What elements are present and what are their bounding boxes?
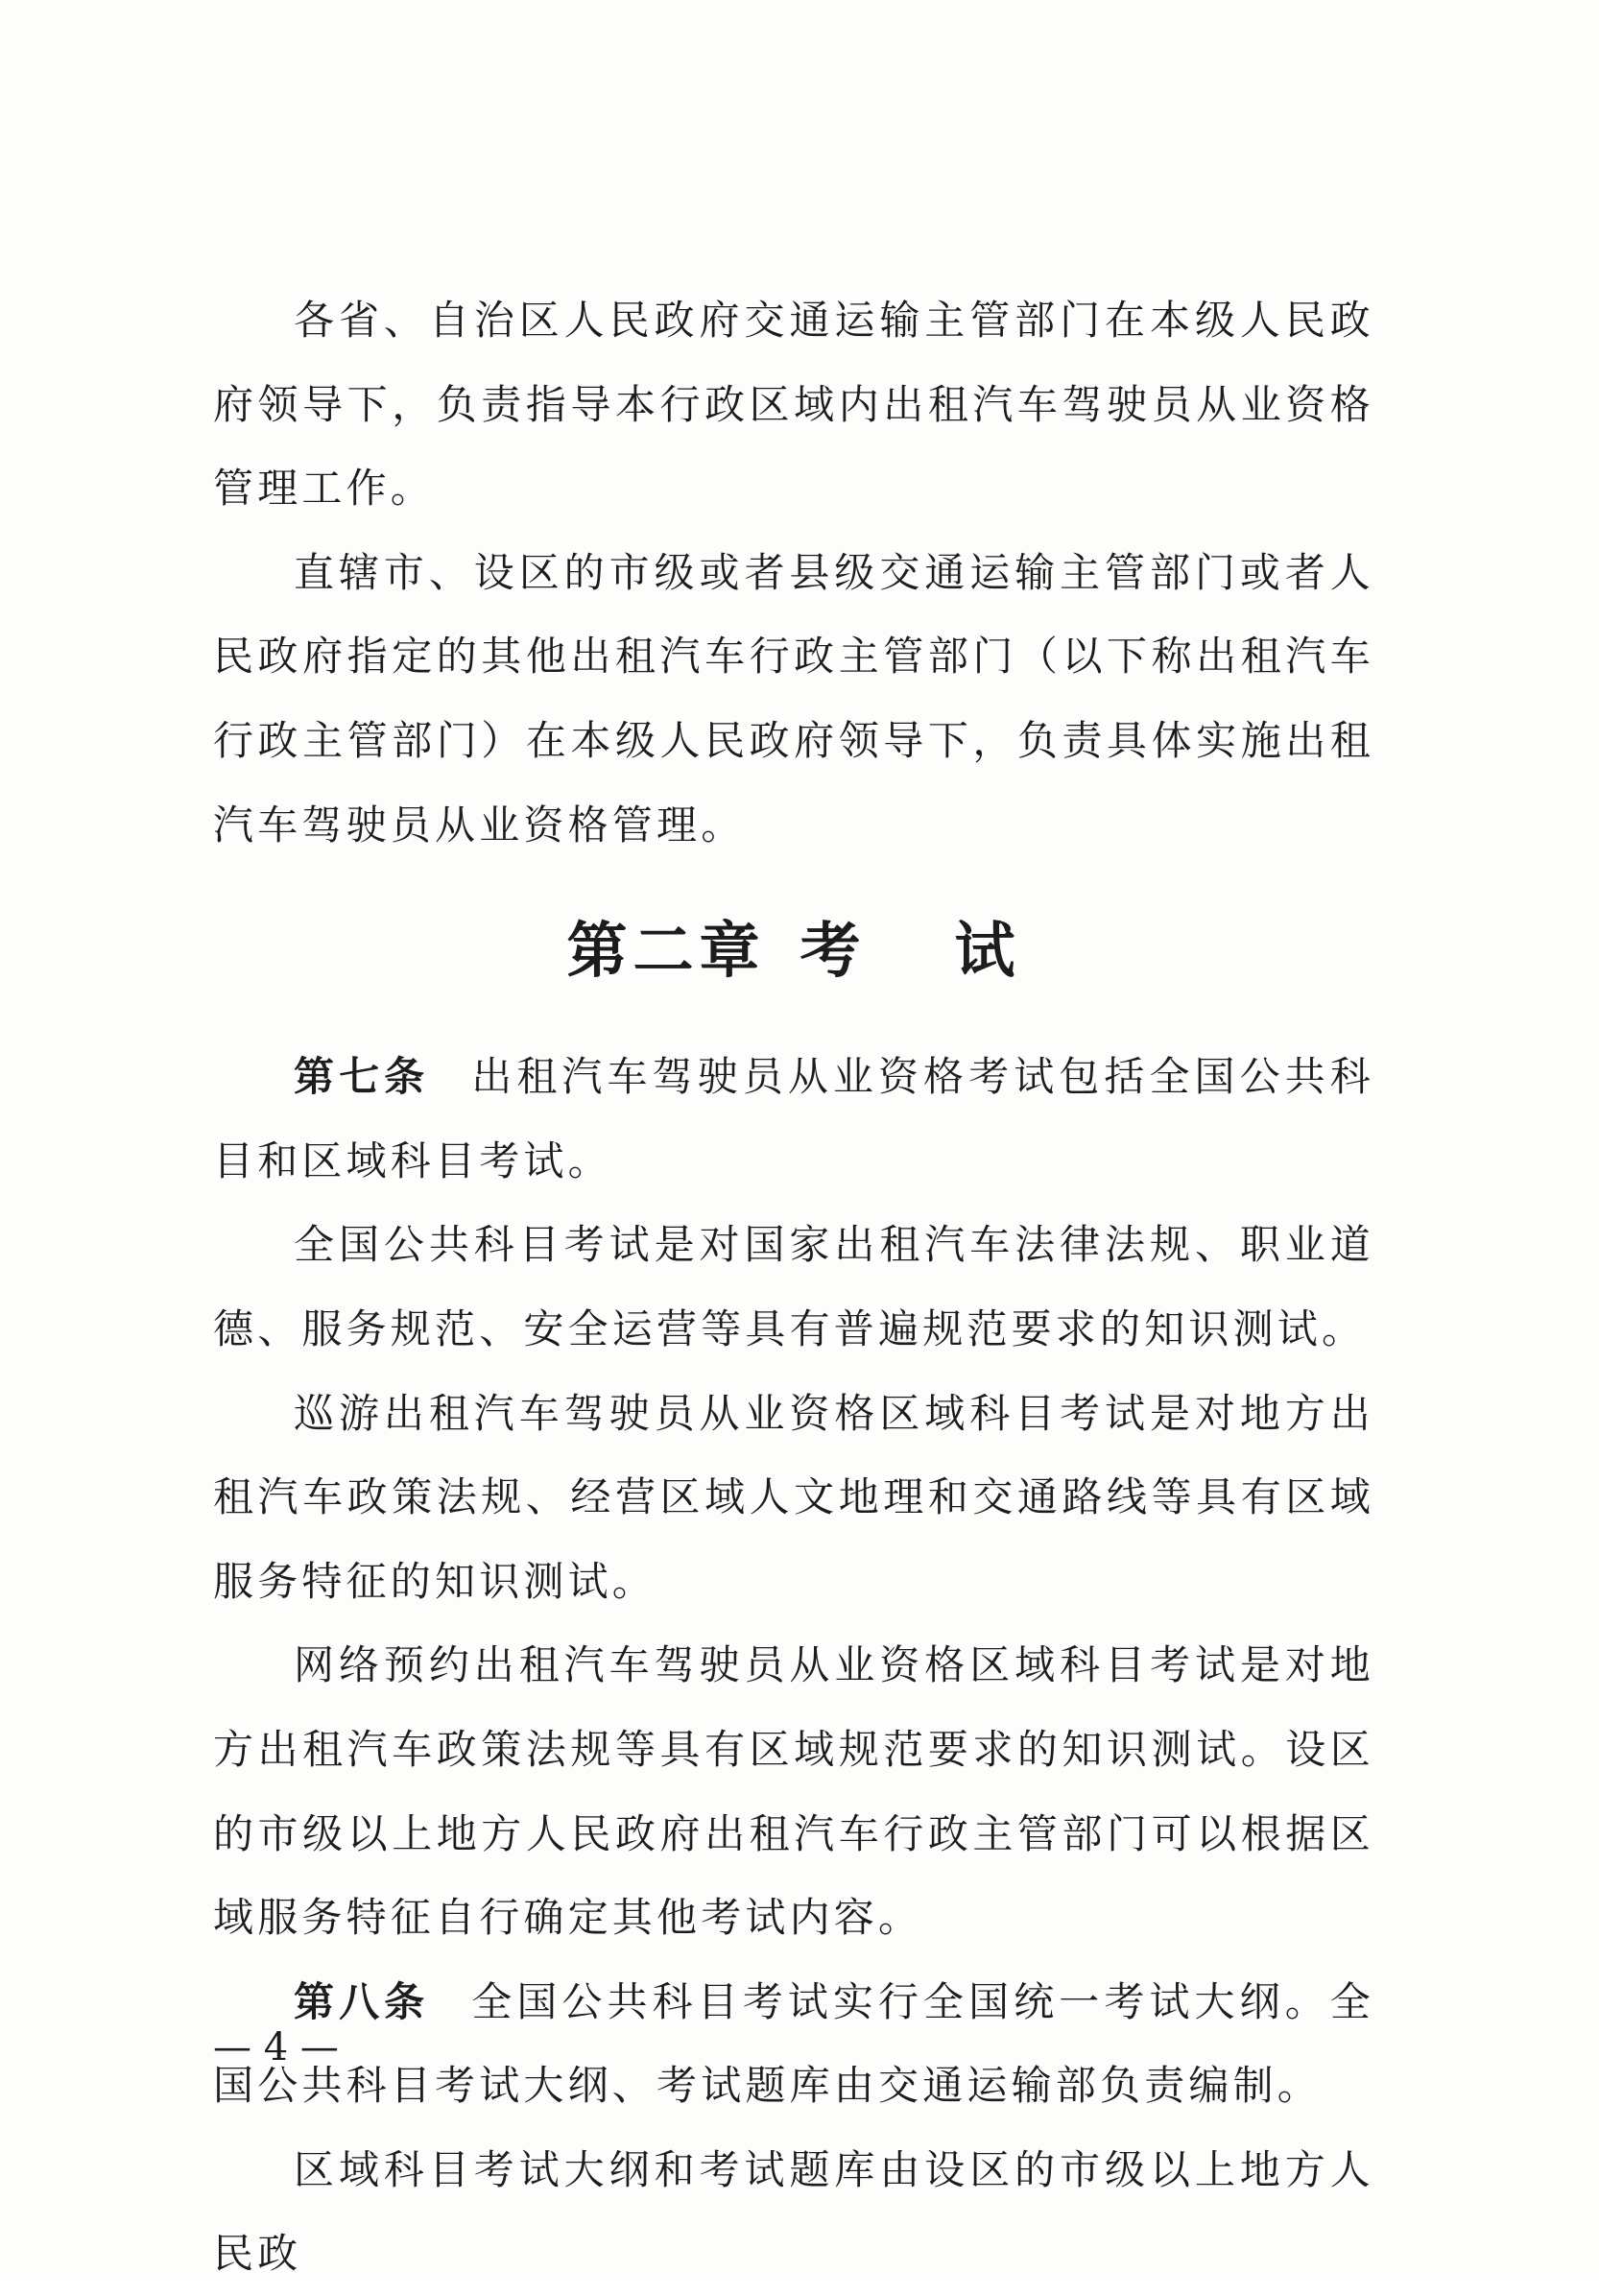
- article-8: [213, 1960, 1374, 2128]
- paragraph-provincial-authority: 各省、自治区人民政府交通运输主管部门在本级人民政府领导下，负责指导本行政区域内出租汽车驾驶员从业资格管理工作。: [213, 297, 1374, 513]
- paragraph-online-taxi-exam: 网络预约出租汽车驾驶员从业资格区域科目考试是对地方出租汽车政策法规等具有区域规范要求的知识测试。设区的市级以上地方人民政府出租汽车行政主管部门可以根据区域服务特征自行确定其他考试内容。: [213, 1641, 1374, 1942]
- paragraph-national-exam: 全国公共科目考试是对国家出租汽车法律法规、职业道德、服务规范、安全运营等具有普遍规范要求的知识测试。: [213, 1221, 1374, 1352]
- chapter-title-part2: 试: [954, 914, 1021, 986]
- paragraph-cruising-taxi-exam: 巡游出租汽车驾驶员从业资格区域科目考试是对地方出租汽车政策法规、经营区域人文地理和交通路线等具有区域服务特征的知识测试。: [213, 1389, 1374, 1605]
- document-body: [213, 278, 1374, 2296]
- paragraph-regional-exam-outline: 区域科目考试大纲和考试题库由设区的市级以上地方人民政: [213, 2145, 1374, 2278]
- chapter-heading: [213, 867, 1374, 1035]
- article-8-text: 全国公共科目考试实行全国统一考试大纲。全国公共科目考试大纲、考试题库由交通运输部负责编制。: [213, 1977, 1374, 2110]
- article-7: [213, 1035, 1374, 1203]
- chapter-number: 第二章: [566, 914, 766, 986]
- article-7-text: 出租汽车驾驶员从业资格考试包括全国公共科目和区域科目考试。: [213, 1053, 1374, 1184]
- paragraph-municipal-authority: 直辖市、设区的市级或者县级交通运输主管部门或者人民政府指定的其他出租汽车行政主管部门（以下称出租汽车行政主管部门）在本级人民政府领导下，负责具体实施出租汽车驾驶员从业资格管理。: [213, 548, 1374, 849]
- article-7-label: 第七条: [294, 1053, 430, 1101]
- article-8-label: 第八条: [294, 1977, 430, 2025]
- page-number: — 4 —: [213, 2025, 339, 2069]
- chapter-title-part1: 考: [800, 914, 867, 986]
